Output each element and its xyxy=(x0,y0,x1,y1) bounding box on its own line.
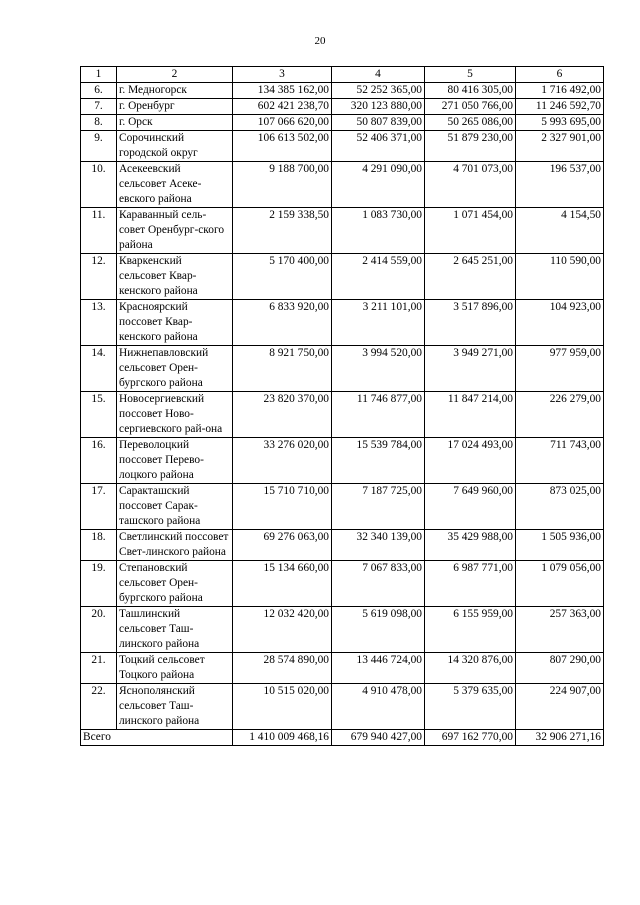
value-col-6: 104 923,00 xyxy=(516,300,604,346)
value-col-3: 5 170 400,00 xyxy=(233,254,332,300)
value-col-4: 7 187 725,00 xyxy=(332,484,425,530)
value-col-3: 106 613 502,00 xyxy=(233,131,332,162)
municipality-name: Саракташский поссовет Сарак-ташского района xyxy=(117,484,233,530)
value-col-6: 977 959,00 xyxy=(516,346,604,392)
value-col-3: 10 515 020,00 xyxy=(233,684,332,730)
row-number: 9. xyxy=(81,131,117,162)
municipality-name: Переволоцкий поссовет Перево-лоцкого района xyxy=(117,438,233,484)
value-col-5: 51 879 230,00 xyxy=(425,131,516,162)
municipality-name: Караванный сель-совет Оренбург-ского района xyxy=(117,208,233,254)
value-col-5: 35 429 988,00 xyxy=(425,530,516,561)
value-col-5: 3 517 896,00 xyxy=(425,300,516,346)
header-cell: 6 xyxy=(516,67,604,83)
value-col-5: 2 645 251,00 xyxy=(425,254,516,300)
value-col-6: 226 279,00 xyxy=(516,392,604,438)
table-row xyxy=(81,438,604,484)
municipality-name: Красноярский поссовет Квар-кенского района xyxy=(117,300,233,346)
page-number: 20 xyxy=(314,35,326,47)
value-col-5: 11 847 214,00 xyxy=(425,392,516,438)
municipality-name: Кваркенский сельсовет Квар-кенского района xyxy=(117,254,233,300)
table-row xyxy=(81,99,604,115)
header-cell: 4 xyxy=(332,67,425,83)
value-col-3: 134 385 162,00 xyxy=(233,83,332,99)
municipality-name: г. Орск xyxy=(117,115,233,131)
municipality-name: Асекеевский сельсовет Асеке-евского района xyxy=(117,162,233,208)
value-col-6: 257 363,00 xyxy=(516,607,604,653)
row-number: 13. xyxy=(81,300,117,346)
municipality-name: Сорочинский городской округ xyxy=(117,131,233,162)
value-col-5: 4 701 073,00 xyxy=(425,162,516,208)
municipality-name: Степановский сельсовет Орен-бургского района xyxy=(117,561,233,607)
value-col-6: 110 590,00 xyxy=(516,254,604,300)
value-col-3: 9 188 700,00 xyxy=(233,162,332,208)
value-col-6: 807 290,00 xyxy=(516,653,604,684)
table-row xyxy=(81,561,604,607)
total-col-5: 697 162 770,00 xyxy=(425,730,516,746)
table-row xyxy=(81,684,604,730)
value-col-3: 6 833 920,00 xyxy=(233,300,332,346)
header-cell: 1 xyxy=(81,67,117,83)
municipality-name: г. Медногорск xyxy=(117,83,233,99)
value-col-4: 320 123 880,00 xyxy=(332,99,425,115)
value-col-5: 7 649 960,00 xyxy=(425,484,516,530)
value-col-4: 4 291 090,00 xyxy=(332,162,425,208)
value-col-5: 1 071 454,00 xyxy=(425,208,516,254)
table-row xyxy=(81,607,604,653)
value-col-3: 15 134 660,00 xyxy=(233,561,332,607)
value-col-3: 23 820 370,00 xyxy=(233,392,332,438)
total-col-4: 679 940 427,00 xyxy=(332,730,425,746)
table-row xyxy=(81,530,604,561)
municipality-name: г. Оренбург xyxy=(117,99,233,115)
row-number: 8. xyxy=(81,115,117,131)
header-cell: 5 xyxy=(425,67,516,83)
value-col-6: 2 327 901,00 xyxy=(516,131,604,162)
row-number: 12. xyxy=(81,254,117,300)
row-number: 20. xyxy=(81,607,117,653)
value-col-5: 6 987 771,00 xyxy=(425,561,516,607)
table-row xyxy=(81,300,604,346)
table-row xyxy=(81,653,604,684)
value-col-4: 11 746 877,00 xyxy=(332,392,425,438)
value-col-4: 32 340 139,00 xyxy=(332,530,425,561)
row-number: 15. xyxy=(81,392,117,438)
table-row xyxy=(81,346,604,392)
value-col-5: 80 416 305,00 xyxy=(425,83,516,99)
municipality-name: Светлинский поссовет Свет-линского района xyxy=(117,530,233,561)
row-number: 6. xyxy=(81,83,117,99)
row-number: 14. xyxy=(81,346,117,392)
total-row xyxy=(81,730,604,746)
value-col-6: 4 154,50 xyxy=(516,208,604,254)
value-col-3: 33 276 020,00 xyxy=(233,438,332,484)
row-number: 7. xyxy=(81,99,117,115)
row-number: 19. xyxy=(81,561,117,607)
table-row xyxy=(81,115,604,131)
municipality-name: Нижнепавловский сельсовет Орен-бургского района xyxy=(117,346,233,392)
value-col-3: 8 921 750,00 xyxy=(233,346,332,392)
value-col-3: 69 276 063,00 xyxy=(233,530,332,561)
value-col-4: 50 807 839,00 xyxy=(332,115,425,131)
header-cell: 3 xyxy=(233,67,332,83)
value-col-4: 5 619 098,00 xyxy=(332,607,425,653)
value-col-6: 711 743,00 xyxy=(516,438,604,484)
value-col-5: 271 050 766,00 xyxy=(425,99,516,115)
table-row xyxy=(81,254,604,300)
value-col-5: 17 024 493,00 xyxy=(425,438,516,484)
row-number: 18. xyxy=(81,530,117,561)
value-col-5: 5 379 635,00 xyxy=(425,684,516,730)
municipality-name: Новосергиевский поссовет Ново-сергиевского рай-она xyxy=(117,392,233,438)
value-col-4: 7 067 833,00 xyxy=(332,561,425,607)
table-row xyxy=(81,208,604,254)
table-row xyxy=(81,392,604,438)
value-col-4: 52 252 365,00 xyxy=(332,83,425,99)
table-header-row xyxy=(81,67,604,83)
value-col-3: 602 421 238,70 xyxy=(233,99,332,115)
row-number: 17. xyxy=(81,484,117,530)
table-row xyxy=(81,131,604,162)
value-col-4: 52 406 371,00 xyxy=(332,131,425,162)
value-col-5: 14 320 876,00 xyxy=(425,653,516,684)
row-number: 21. xyxy=(81,653,117,684)
table-row xyxy=(81,83,604,99)
value-col-6: 1 505 936,00 xyxy=(516,530,604,561)
value-col-4: 3 994 520,00 xyxy=(332,346,425,392)
value-col-4: 13 446 724,00 xyxy=(332,653,425,684)
value-col-6: 1 079 056,00 xyxy=(516,561,604,607)
budget-table xyxy=(80,66,604,746)
value-col-6: 224 907,00 xyxy=(516,684,604,730)
value-col-6: 5 993 695,00 xyxy=(516,115,604,131)
value-col-3: 15 710 710,00 xyxy=(233,484,332,530)
value-col-3: 2 159 338,50 xyxy=(233,208,332,254)
total-col-3: 1 410 009 468,16 xyxy=(233,730,332,746)
table-row xyxy=(81,484,604,530)
value-col-6: 873 025,00 xyxy=(516,484,604,530)
value-col-3: 107 066 620,00 xyxy=(233,115,332,131)
value-col-3: 28 574 890,00 xyxy=(233,653,332,684)
value-col-5: 6 155 959,00 xyxy=(425,607,516,653)
municipality-name: Ташлинский сельсовет Таш-линского района xyxy=(117,607,233,653)
row-number: 16. xyxy=(81,438,117,484)
row-number: 11. xyxy=(81,208,117,254)
value-col-4: 1 083 730,00 xyxy=(332,208,425,254)
header-cell: 2 xyxy=(117,67,233,83)
value-col-6: 196 537,00 xyxy=(516,162,604,208)
value-col-3: 12 032 420,00 xyxy=(233,607,332,653)
municipality-name: Яснополянский сельсовет Таш-линского района xyxy=(117,684,233,730)
row-number: 10. xyxy=(81,162,117,208)
total-label: Всего xyxy=(81,730,233,746)
table-row xyxy=(81,162,604,208)
value-col-5: 50 265 086,00 xyxy=(425,115,516,131)
value-col-5: 3 949 271,00 xyxy=(425,346,516,392)
value-col-4: 3 211 101,00 xyxy=(332,300,425,346)
value-col-4: 15 539 784,00 xyxy=(332,438,425,484)
row-number: 22. xyxy=(81,684,117,730)
value-col-6: 1 716 492,00 xyxy=(516,83,604,99)
municipality-name: Тоцкий сельсовет Тоцкого района xyxy=(117,653,233,684)
value-col-4: 4 910 478,00 xyxy=(332,684,425,730)
value-col-4: 2 414 559,00 xyxy=(332,254,425,300)
value-col-6: 11 246 592,70 xyxy=(516,99,604,115)
total-col-6: 32 906 271,16 xyxy=(516,730,604,746)
